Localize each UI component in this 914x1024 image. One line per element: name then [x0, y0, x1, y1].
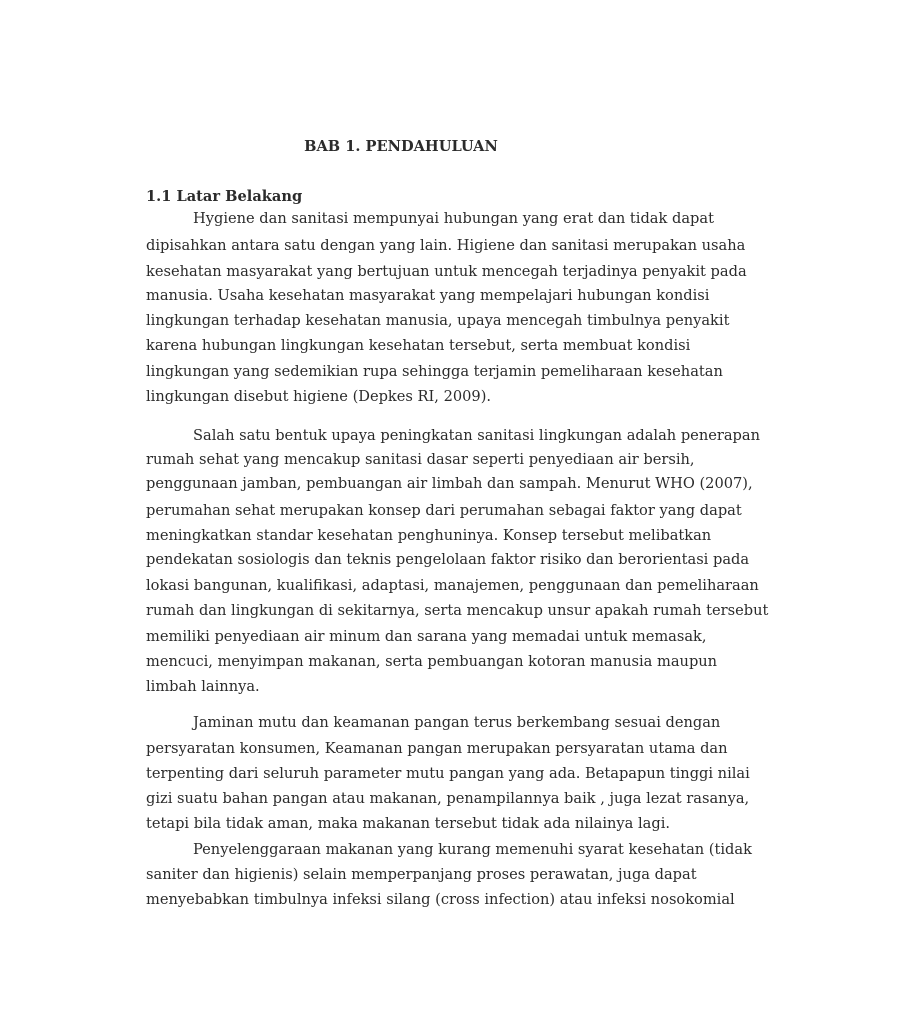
paragraph-line: rumah dan lingkungan di sekitarnya, serta mencakup unsur apakah rumah tersebut [146, 602, 769, 619]
paragraph-line: tetapi bila tidak aman, maka makanan tersebut tidak ada nilainya lagi. [146, 815, 671, 832]
paragraph-line: mencuci, menyimpan makanan, serta pembuangan kotoran manusia maupun [146, 653, 718, 670]
paragraph-line: limbah lainnya. [146, 678, 260, 695]
paragraph-line: saniter dan higienis) selain memperpanjang proses perawatan, juga dapat [146, 866, 697, 883]
paragraph-line: menyebabkan timbulnya infeksi silang (cross infection) atau infeksi nosokomial [146, 891, 735, 908]
paragraph-line: gizi suatu bahan pangan atau makanan, penampilannya baik , juga lezat rasanya, [146, 790, 750, 807]
paragraph-line: lingkungan disebut higiene (Depkes RI, 2009). [146, 388, 492, 405]
paragraph-line: Jaminan mutu dan keamanan pangan terus berkembang sesuai dengan [193, 714, 721, 731]
paragraph-line: lokasi bangunan, kualifikasi, adaptasi, manajemen, penggunaan dan pemeliharaan [146, 577, 759, 594]
paragraph-line: rumah sehat yang mencakup sanitasi dasar seperti penyediaan air bersih, [146, 451, 695, 468]
paragraph-line: lingkungan yang sedemikian rupa sehingga terjamin pemeliharaan kesehatan [146, 363, 723, 380]
paragraph-line: Penyelenggaraan makanan yang kurang memenuhi syarat kesehatan (tidak [193, 841, 752, 858]
paragraph-line: persyaratan konsumen, Keamanan pangan merupakan persyaratan utama dan [146, 740, 728, 757]
paragraph-line: manusia. Usaha kesehatan masyarakat yang mempelajari hubungan kondisi [146, 287, 710, 304]
paragraph-line: meningkatkan standar kesehatan penghuninya. Konsep tersebut melibatkan [146, 527, 712, 544]
paragraph-line: dipisahkan antara satu dengan yang lain. Higiene dan sanitasi merupakan usaha [146, 237, 746, 254]
paragraph-line: terpenting dari seluruh parameter mutu pangan yang ada. Betapapun tinggi nilai [146, 765, 750, 782]
paragraph-line: memiliki penyediaan air minum dan sarana yang memadai untuk memasak, [146, 628, 707, 645]
paragraph-line: perumahan sehat merupakan konsep dari perumahan sebagai faktor yang dapat [146, 502, 742, 519]
paragraph-line: Salah satu bentuk upaya peningkatan sanitasi lingkungan adalah penerapan [193, 427, 760, 444]
chapter-title: BAB 1. PENDAHULUAN [304, 138, 498, 155]
paragraph-line: pendekatan sosiologis dan teknis pengelolaan faktor risiko dan berorientasi pada [146, 551, 750, 568]
paragraph-line: karena hubungan lingkungan kesehatan tersebut, serta membuat kondisi [146, 337, 691, 354]
paragraph-line: Hygiene dan sanitasi mempunyai hubungan yang erat dan tidak dapat [193, 210, 714, 227]
section-heading: 1.1 Latar Belakang [146, 188, 303, 205]
paragraph-line: kesehatan masyarakat yang bertujuan untuk mencegah terjadinya penyakit pada [146, 263, 747, 280]
paragraph-line: penggunaan jamban, pembuangan air limbah dan sampah. Menurut WHO (2007), [146, 475, 753, 492]
paragraph-line: lingkungan terhadap kesehatan manusia, upaya mencegah timbulnya penyakit [146, 312, 730, 329]
